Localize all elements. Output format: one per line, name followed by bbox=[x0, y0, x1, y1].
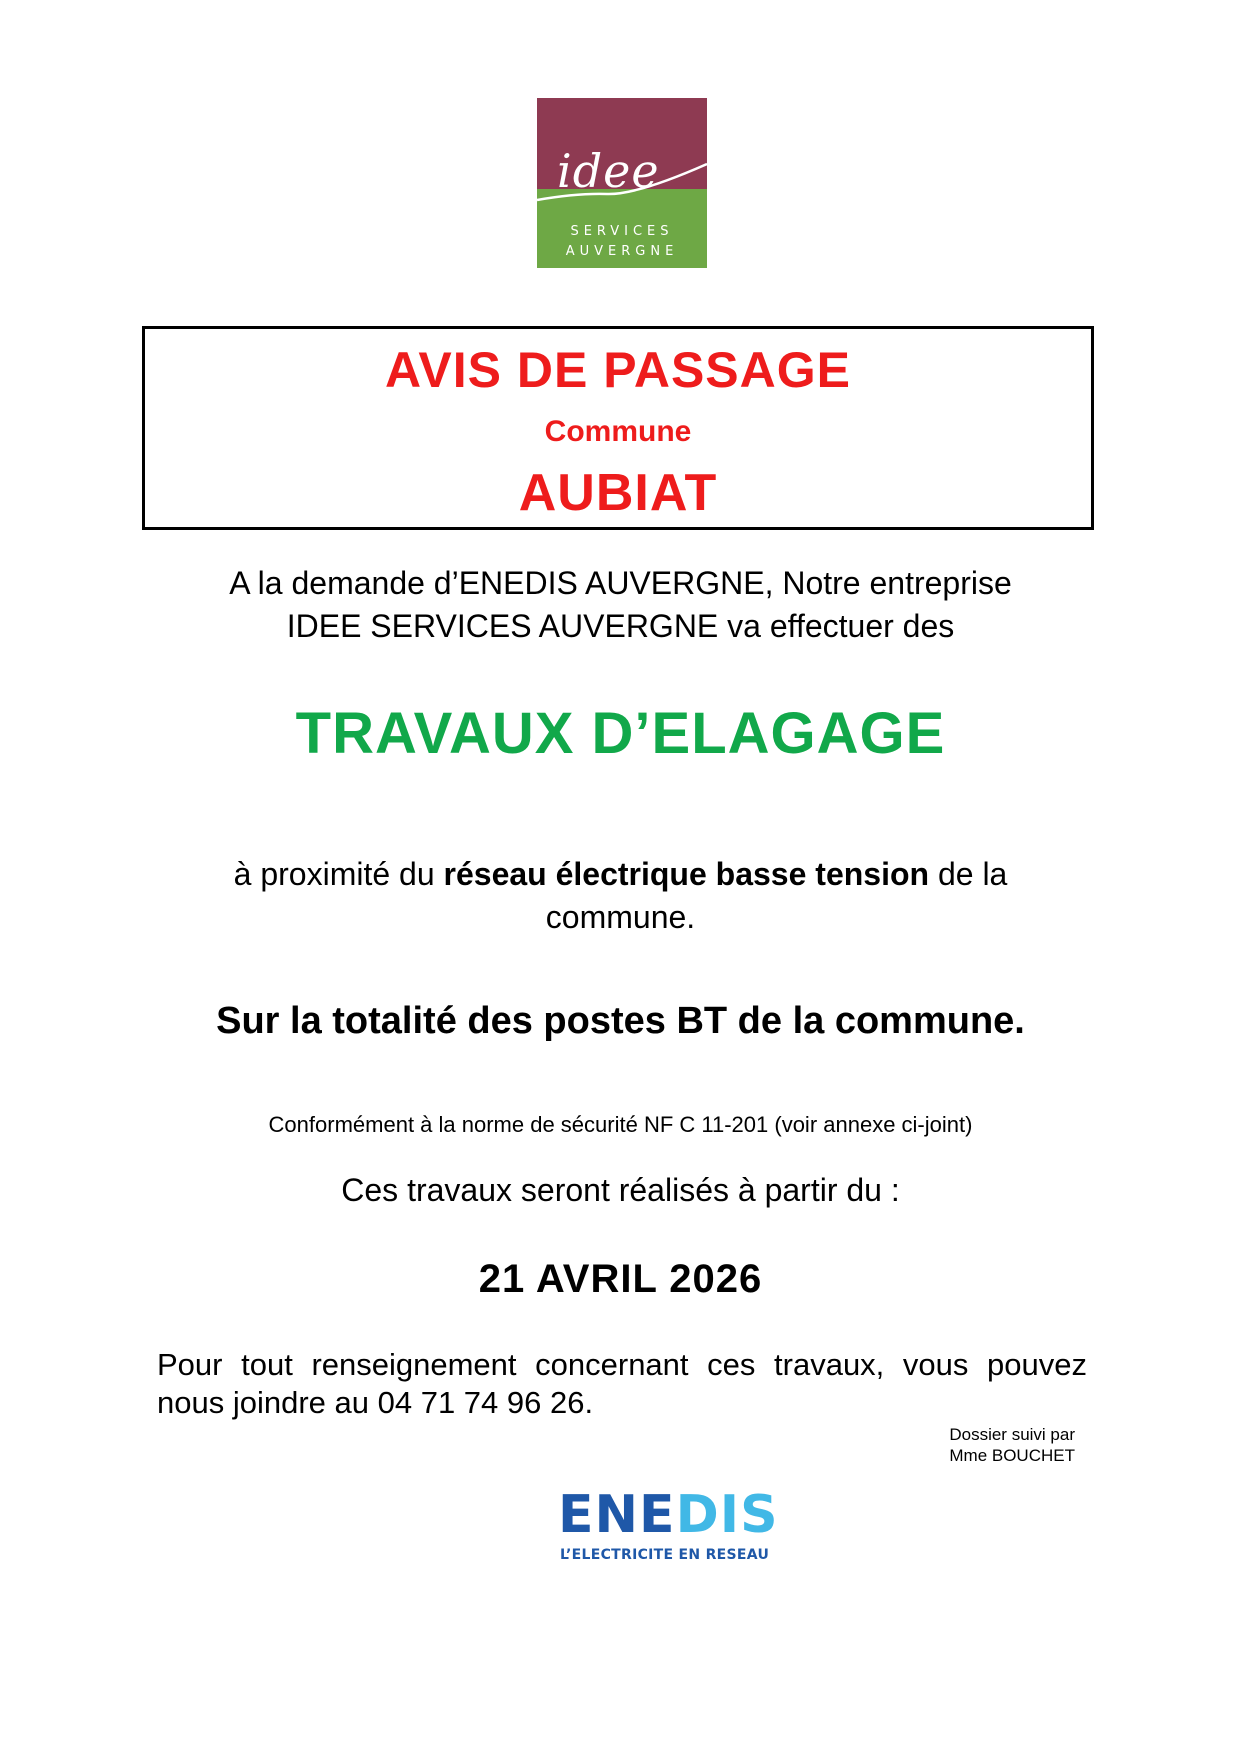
proximity-line-2: commune. bbox=[545, 899, 696, 935]
dossier-info bbox=[860, 1424, 1075, 1466]
dossier-person: Mme BOUCHET bbox=[949, 1446, 1075, 1465]
logo-line-services: SERVICES bbox=[570, 224, 674, 239]
logo-line-auvergne: AUVERGNE bbox=[565, 244, 679, 259]
enedis-logo bbox=[558, 1485, 779, 1569]
works-title: TRAVAUX D’ELAGAGE bbox=[295, 701, 946, 766]
enedis-tagline: L’ELECTRICITE EN RESEAU bbox=[560, 1547, 770, 1563]
proximity-suffix: de la bbox=[929, 856, 1008, 892]
contact-paragraph: Pour tout renseignement concernant ces travaux, vous pouvez nous joindre au 04 71 74 96 26. bbox=[157, 1347, 1087, 1420]
idee-services-auvergne-logo bbox=[537, 98, 707, 268]
start-date-label: Ces travaux seront réalisés à partir du : bbox=[341, 1172, 900, 1208]
start-date: 21 AVRIL 2026 bbox=[478, 1257, 763, 1301]
notice-heading: AVIS DE PASSAGE bbox=[384, 342, 852, 398]
proximity-prefix: à proximité du bbox=[233, 856, 444, 892]
enedis-wordmark-part2: DIS bbox=[675, 1485, 779, 1545]
commune-label: Commune bbox=[544, 415, 692, 448]
dossier-label: Dossier suivi par bbox=[949, 1425, 1075, 1444]
proximity-paragraph bbox=[0, 853, 1241, 939]
scope-statement: Sur la totalité des postes BT de la commune. bbox=[216, 1000, 1025, 1042]
proximity-line-1 bbox=[0, 853, 1241, 896]
intro-paragraph bbox=[0, 562, 1241, 648]
logo-word: idee bbox=[557, 144, 660, 198]
proximity-network: réseau électrique basse tension bbox=[443, 856, 930, 892]
intro-line-1: A la demande d’ENEDIS AUVERGNE, Notre entreprise bbox=[229, 565, 1012, 601]
enedis-wordmark-part1: ENE bbox=[558, 1485, 676, 1545]
commune-name: AUBIAT bbox=[518, 464, 718, 522]
title-box bbox=[142, 326, 1094, 530]
enedis-wordmark bbox=[558, 1487, 779, 1543]
safety-norm-note: Conformément à la norme de sécurité NF C 11-201 (voir annexe ci-joint) bbox=[268, 1112, 973, 1137]
intro-line-2: IDEE SERVICES AUVERGNE va effectuer des bbox=[286, 608, 955, 644]
